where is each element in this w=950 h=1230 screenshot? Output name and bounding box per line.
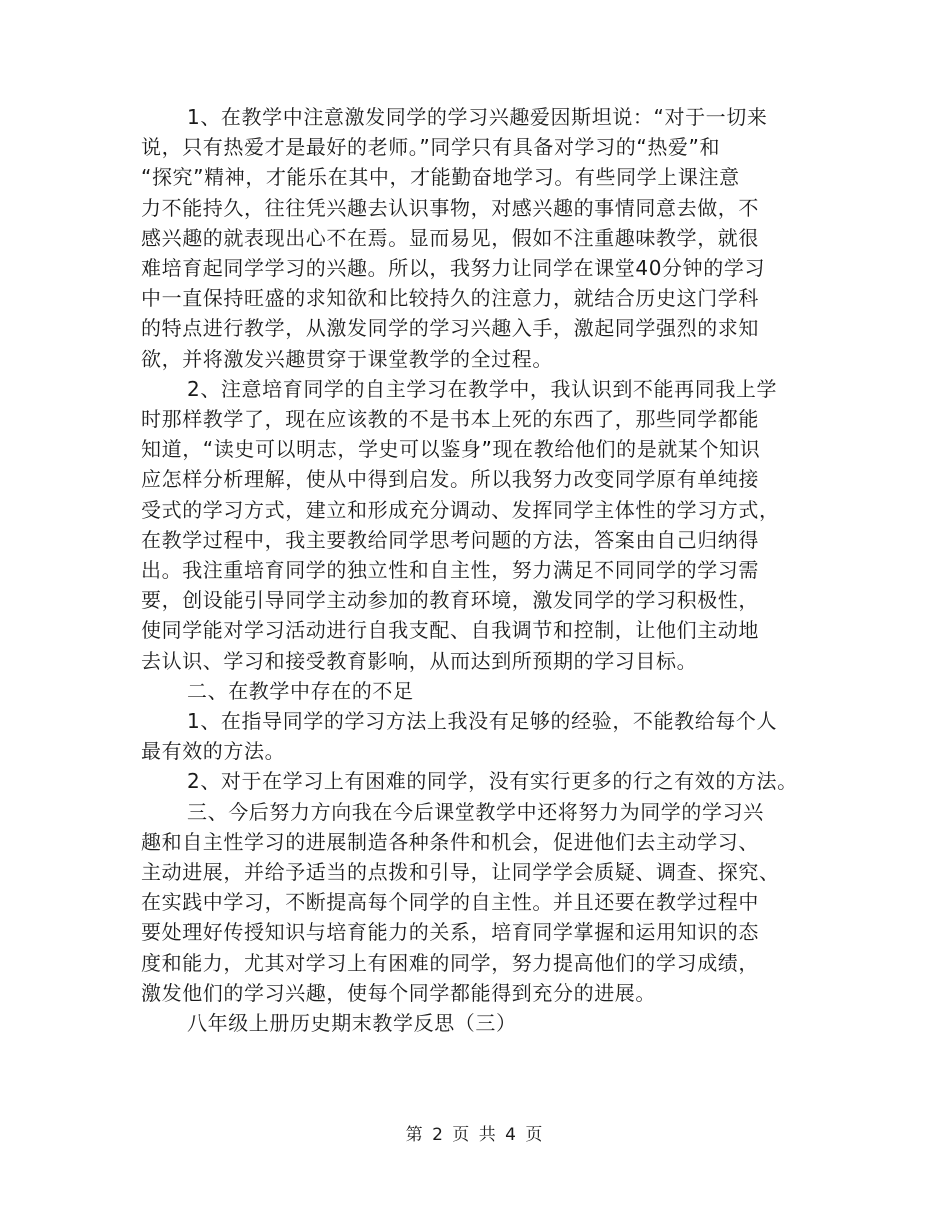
paragraph-line: 感兴趣的就表现出心不在焉。显而易见，假如不注重趣味教学，就很 (141, 225, 759, 250)
section-heading: 八年级上册历史期末教学反思（三） (187, 1011, 517, 1036)
paragraph-line: 时那样教学了，现在应该教的不是书本上死的东西了，那些同学都能 (141, 407, 759, 432)
paragraph-line: 使同学能对学习活动进行自我支配、自我调节和控制，让他们主动地 (141, 618, 759, 643)
paragraph-line: 度和能力，尤其对学习上有困难的同学，努力提高他们的学习成绩， (141, 950, 759, 975)
paragraph-line: 受式的学习方式，建立和形成充分调动、发挥同学主体性的学习方式， (141, 497, 780, 522)
section-heading: 二、在教学中存在的不足 (187, 678, 414, 703)
paragraph-line: 最有效的方法。 (141, 739, 286, 764)
paragraph-line: 中一直保持旺盛的求知欲和比较持久的注意力，就结合历史这门学科 (141, 286, 759, 311)
paragraph-line: 2、对于在学习上有困难的同学，没有实行更多的行之有效的方法。 (187, 769, 798, 794)
paragraph-line: 力不能持久，往往凭兴趣去认识事物，对感兴趣的事情同意去做，不 (141, 195, 759, 220)
paragraph-line: 去认识、学习和接受教育影响，从而达到所预期的学习目标。 (141, 648, 698, 673)
paragraph-line: 知道，“读史可以明志，学史可以鉴身”现在教给他们的是就某个知识 (141, 437, 761, 462)
paragraph-line: 三、今后努力方向我在今后课堂教学中还将努力为同学的学习兴 (187, 799, 764, 824)
paragraph-line: 激发他们的学习兴趣，使每个同学都能得到充分的进展。 (141, 980, 656, 1005)
paragraph-line: 在教学过程中，我主要教给同学思考问题的方法，答案由自己归纳得 (141, 527, 759, 552)
paragraph-line: 出。我注重培育同学的独立性和自主性，努力满足不同同学的学习需 (141, 558, 759, 583)
paragraph-line: 2、注意培育同学的自主学习在教学中，我认识到不能再同我上学 (187, 376, 778, 401)
paragraph-line: 在实践中学习，不断提高每个同学的自主性。并且还要在教学过程中 (141, 890, 759, 915)
document-body (141, 102, 831, 1038)
paragraph-line: 主动进展，并给予适当的点拨和引导，让同学学会质疑、调查、探究、 (141, 860, 780, 885)
paragraph-line: 说，只有热爱才是最好的老师。”同学只有具备对学习的“热爱”和 (141, 135, 721, 160)
paragraph-line: 1、在指导同学的学习方法上我没有足够的经验，不能教给每个人 (187, 709, 778, 734)
paragraph-line: 要，创设能引导同学主动参加的教育环境，激发同学的学习积极性， (141, 588, 759, 613)
paragraph-line: 要处理好传授知识与培育能力的关系，培育同学掌握和运用知识的态 (141, 920, 759, 945)
paragraph-line: “探究”精神，才能乐在其中，才能勤奋地学习。有些同学上课注意 (141, 165, 740, 190)
paragraph-line: 的特点进行教学，从激发同学的学习兴趣入手，激起同学强烈的求知 (141, 316, 759, 341)
paragraph-line: 应怎样分析理解，使从中得到启发。所以我努力改变同学原有单纯接 (141, 467, 759, 492)
page-footer: 第 2 页 共 4 页 (405, 1125, 545, 1145)
paragraph-line: 难培育起同学学习的兴趣。所以，我努力让同学在课堂40分钟的学习 (141, 256, 766, 281)
paragraph-line: 1、在教学中注意激发同学的学习兴趣爱因斯坦说：“对于一切来 (187, 105, 768, 129)
paragraph-line: 趣和自主性学习的进展制造各种条件和机会，促进他们去主动学习、 (141, 829, 759, 854)
paragraph-line: 欲，并将激发兴趣贯穿于课堂教学的全过程。 (141, 346, 553, 371)
